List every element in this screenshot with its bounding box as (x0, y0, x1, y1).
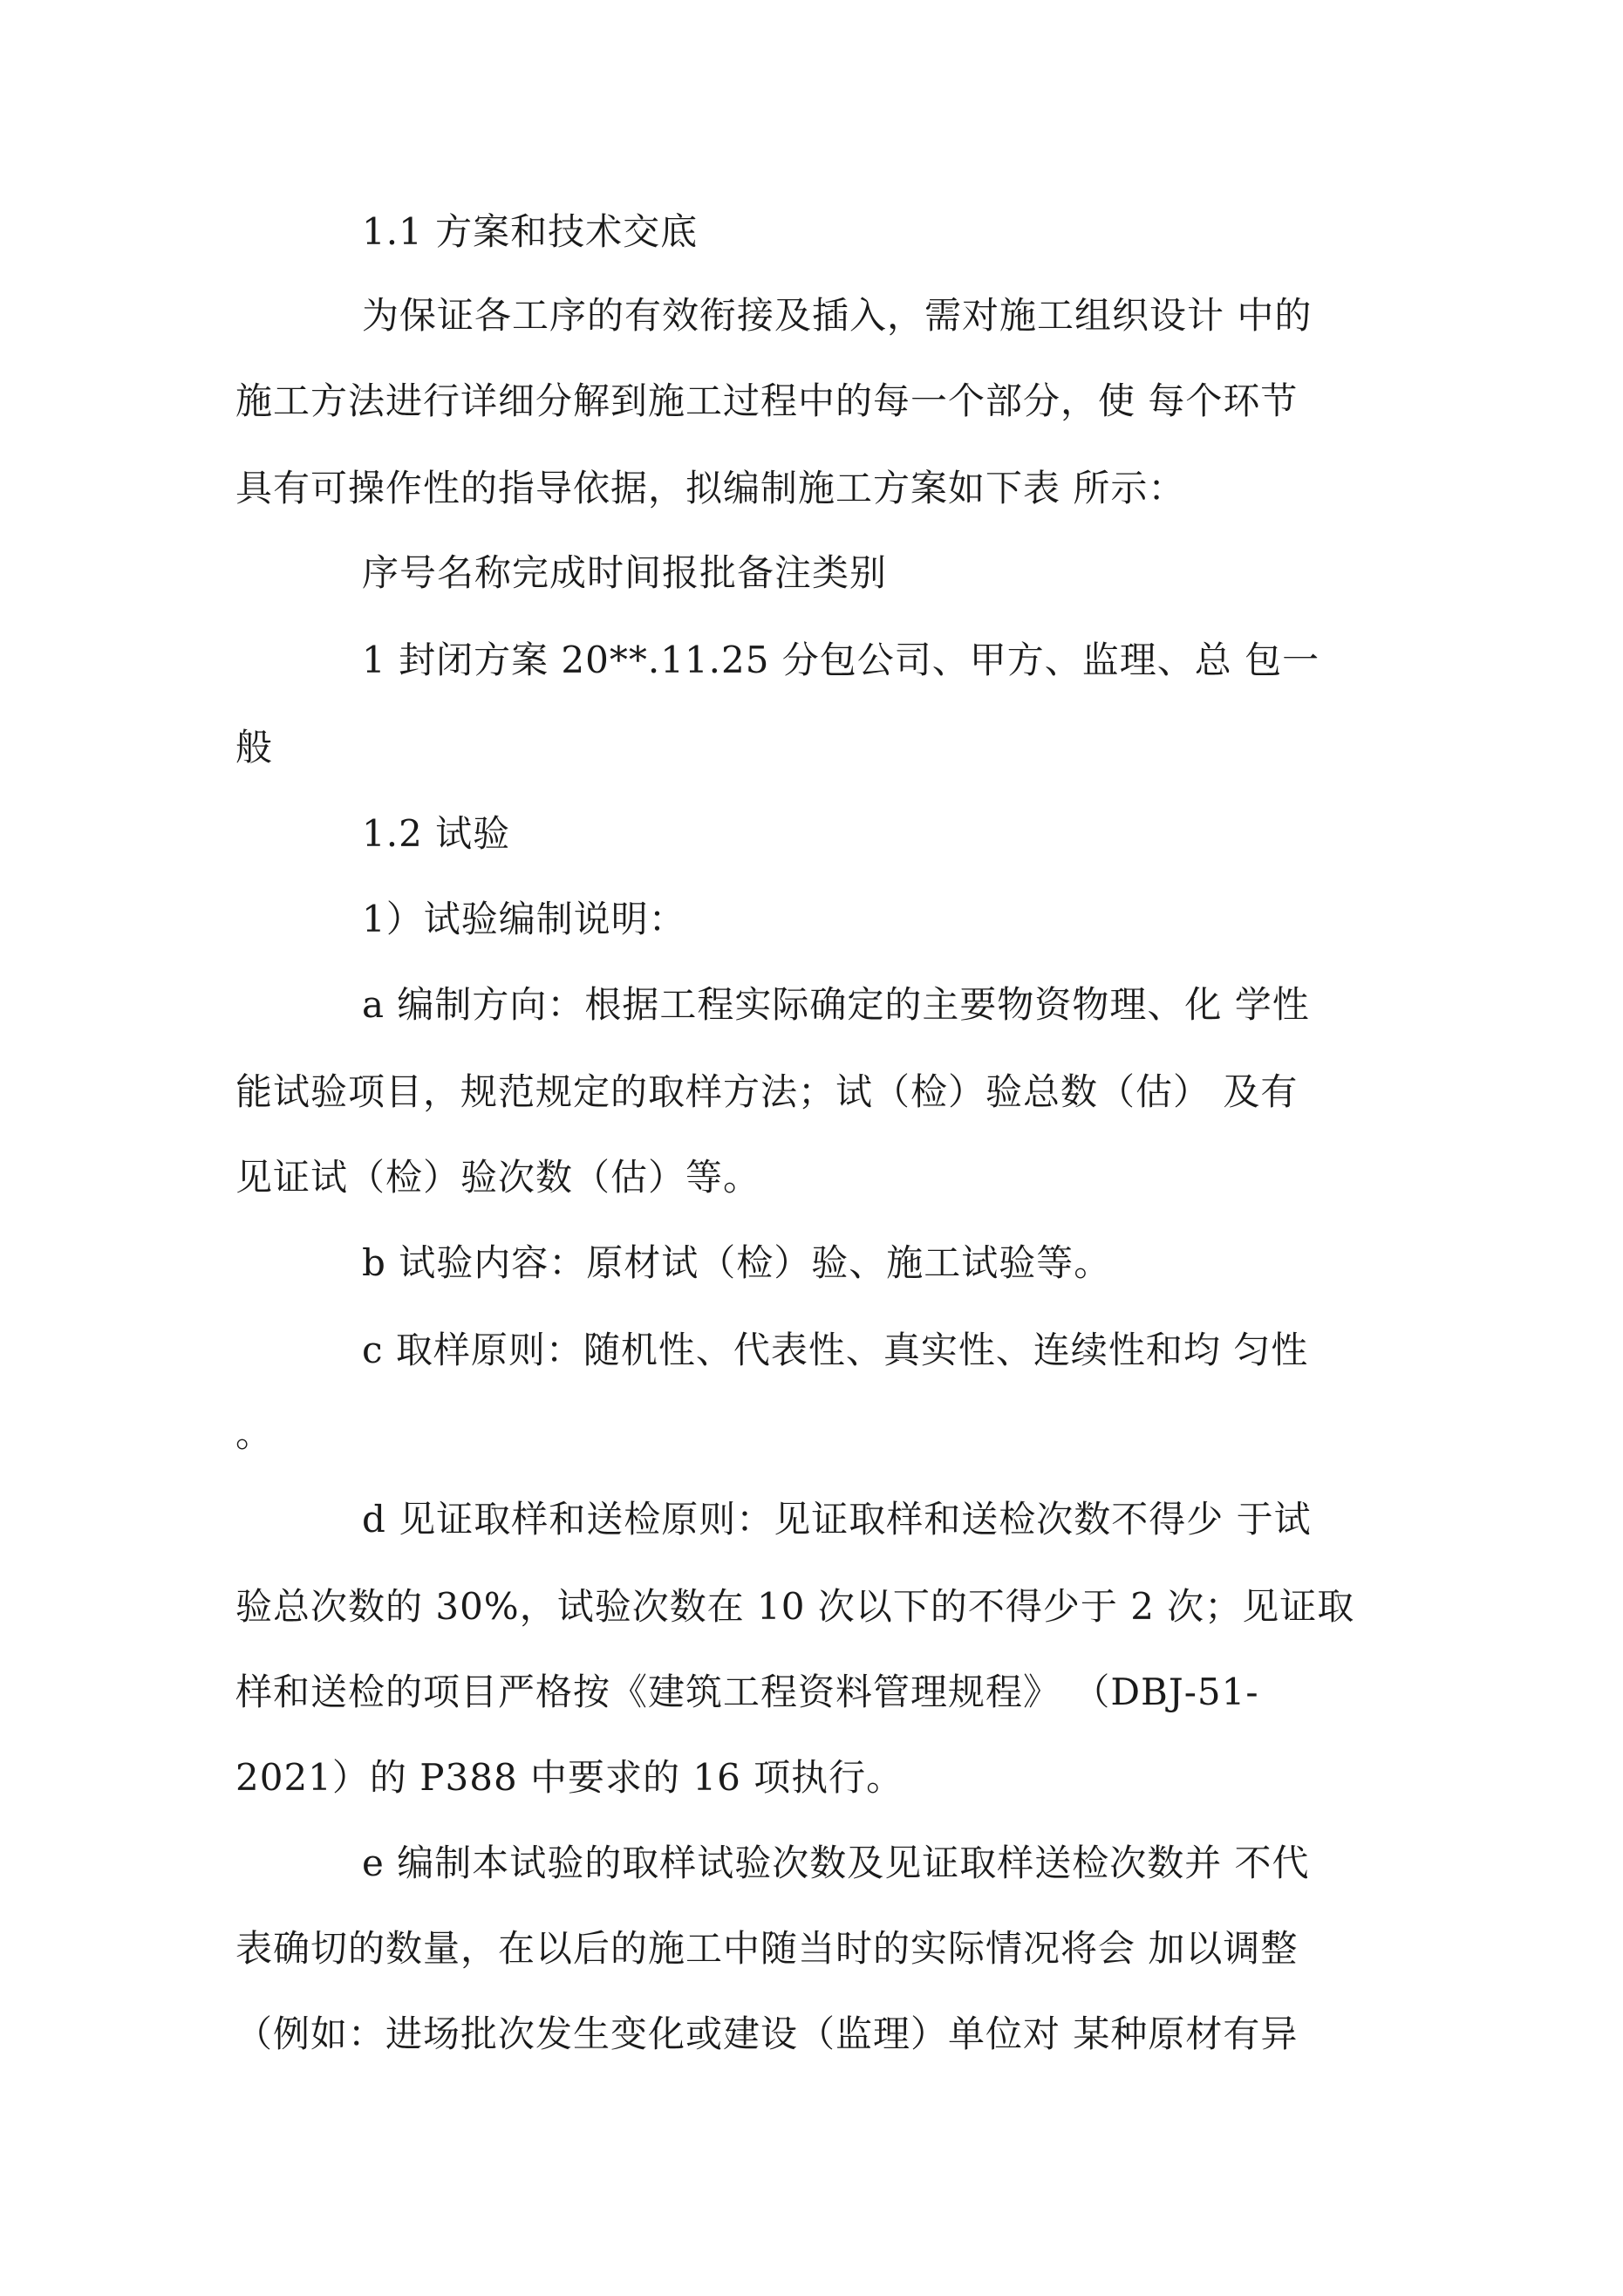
paragraph-line: 样和送检的项目严格按《建筑工程资料管理规程》 （DBJ-51- (235, 1671, 1259, 1713)
section-heading-1-1: 1.1 方案和技术交底 (362, 210, 699, 253)
paragraph-line: b 试验内容：原材试（检）验、施工试验等。 (362, 1241, 1112, 1284)
subheading-line: 1）试验编制说明： (362, 898, 686, 940)
paragraph-line: 为保证各工序的有效衔接及插入，需对施工组织设计 中的 (362, 294, 1313, 337)
paragraph-line: e 编制本试验的取样试验次数及见证取样送检次数并 不代 (362, 1842, 1310, 1884)
paragraph-line: 验总次数的 30%，试验次数在 10 次以下的不得少于 2 次；见证取 (235, 1585, 1355, 1628)
paragraph-line: a 编制方向：根据工程实际确定的主要物资物理、化 学性 (362, 983, 1310, 1026)
paragraph-line: c 取样原则：随机性、代表性、真实性、连续性和均 匀性 (362, 1329, 1309, 1371)
paragraph-line: （例如：进场批次发生变化或建设（监理）单位对 某种原材有异 (235, 2012, 1299, 2055)
paragraph-line: 表确切的数量，在以后的施工中随当时的实际情况将会 加以调整 (235, 1927, 1299, 1970)
paragraph-line: 。 (235, 1412, 274, 1455)
paragraph-line: 具有可操作性的指导依据，拟编制施工方案如下表 所示： (235, 467, 1186, 509)
table-row-line: 般 (235, 726, 274, 769)
paragraph-line: 见证试（检）验次数（估）等。 (235, 1156, 761, 1199)
paragraph-line: 施工方法进行详细分解到施工过程中的每一个部分，使 每个环节 (235, 379, 1299, 422)
section-heading-1-2: 1.2 试验 (362, 812, 511, 855)
paragraph-line: d 见证取样和送检原则：见证取样和送检次数不得少 于试 (362, 1498, 1312, 1541)
table-row-line: 1 封闭方案 20**.11.25 分包公司、甲方、监理、总 包一 (362, 639, 1320, 681)
paragraph-line: 2021）的 P388 中要求的 16 项执行。 (235, 1756, 904, 1799)
paragraph-line: 能试验项目，规范规定的取样方法；试（检）验总数（估） 及有 (235, 1070, 1299, 1113)
table-header-line: 序号名称完成时间报批备注类别 (362, 551, 888, 594)
